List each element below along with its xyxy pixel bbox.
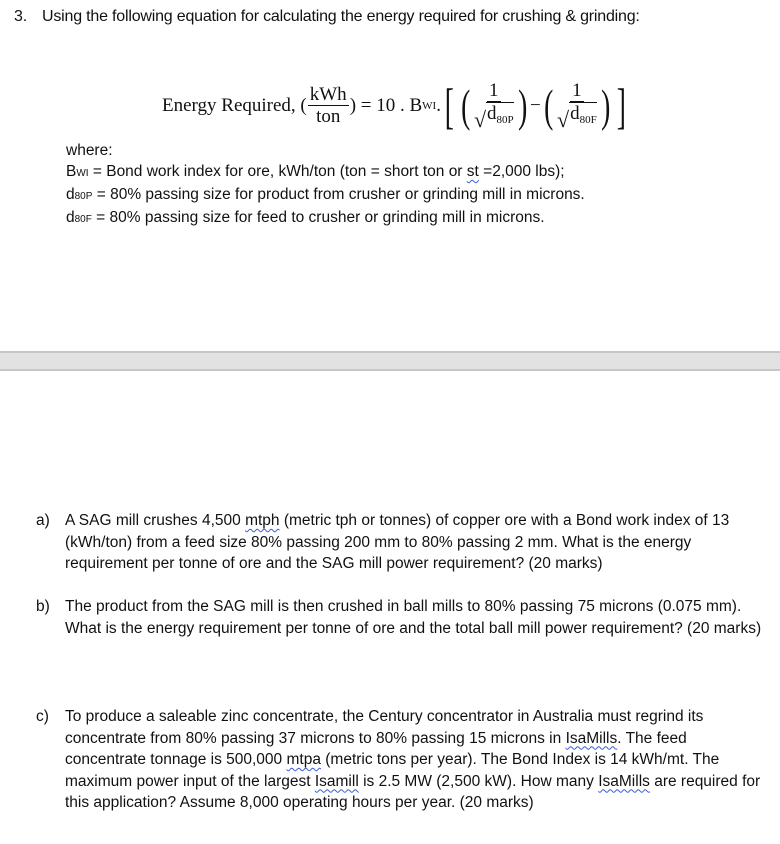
eq-d80f-sub: 80F — [579, 114, 597, 126]
part-b — [36, 596, 766, 639]
definition-d80f — [66, 207, 585, 230]
eq-term-product — [474, 81, 514, 131]
part-label: b) — [36, 598, 50, 615]
eq-lhs-label: Energy Required, ( — [162, 95, 307, 116]
part-body: The product from the SAG mill is then crushed in ball mills to 80% passing 75 microns (0.075 mm). What is the energy requirement per tonne of ore and the total ball mill power requirement? (20 marks) — [65, 598, 762, 637]
question-intro: Using the following equation for calculating the energy required for crushing & grinding: — [42, 8, 640, 25]
part-body — [65, 706, 766, 814]
eq-unit-denominator: ton — [316, 105, 341, 127]
question-heading — [14, 8, 640, 26]
def-text: = 80% passing size for product from crusher or grinding mill in microns. — [92, 186, 585, 203]
part-text: . The feed concentrate tonnage is 500,000 — [65, 729, 687, 768]
def-text: = 80% passing size for feed to crusher or grinding mill in microns. — [91, 209, 545, 226]
eq-unit-fraction — [308, 85, 349, 128]
part-a — [36, 510, 766, 575]
eq-paren-close-2: ) — [600, 80, 610, 131]
eq-minus: − — [529, 95, 541, 116]
eq-rhs-prefix: ) = 10 . B — [349, 95, 423, 116]
spellcheck-flag[interactable]: mtph — [245, 512, 280, 529]
spellcheck-flag[interactable]: mtpa — [286, 751, 321, 768]
spellcheck-flag[interactable]: Isamill — [314, 772, 359, 790]
def-text: = Bond work index for ore, kWh/ton (ton = short ton or — [88, 163, 467, 180]
def-sub: 80P — [74, 191, 93, 202]
def-sub: 80F — [74, 214, 92, 225]
eq-d80p-sub: 80P — [496, 114, 514, 126]
eq-bracket-open: [ — [444, 78, 454, 134]
eq-d-2: d — [570, 103, 580, 124]
page-divider — [0, 351, 780, 371]
eq-dot: . — [436, 95, 441, 116]
definitions — [66, 140, 585, 230]
def-sub: WI — [76, 168, 89, 179]
spellcheck-flag[interactable]: IsaMills — [565, 729, 618, 747]
eq-sqrt-d80p: √ $d_{80P}$ — [473, 103, 514, 132]
spellcheck-flag[interactable]: st — [466, 163, 479, 180]
eq-paren-open: ( — [460, 80, 470, 131]
eq-term-feed — [557, 81, 597, 131]
eq-bwi-sub: WI — [422, 100, 437, 112]
part-label: a) — [36, 512, 50, 529]
eq-unit-numerator: kWh — [309, 83, 347, 105]
part-text: is 2.5 MW (2,500 kW). How many — [358, 772, 599, 790]
part-text: A SAG mill crushes 4,500 — [65, 512, 246, 529]
where-label: where: — [66, 142, 113, 159]
eq-sqrt-d80f: √ $d_{80F}$ — [557, 103, 597, 132]
def-symbol: d — [66, 209, 75, 226]
question-number: 3. — [14, 8, 27, 25]
part-label: c) — [36, 708, 49, 725]
eq-paren-close: ) — [517, 80, 527, 131]
eq-term-product-num: 1 — [489, 80, 499, 101]
part-c — [36, 706, 766, 814]
part-text: are required for this application? Assume 8,000 operating hours per year. (20 marks) — [65, 772, 761, 811]
def-tail: =2,000 lbs); — [478, 163, 565, 180]
eq-bracket-close: ] — [616, 78, 626, 134]
definition-bwi — [66, 161, 585, 184]
part-text: (metric tph or tonnes) of copper ore with a Bond work index of 13 (kWh/ton) from a feed size 80% passing 200 mm to 80% passing 2 mm. What is the energy requirement per tonne of ore and the SAG mill power requirement? (20 marks) — [65, 512, 730, 572]
bond-equation — [162, 74, 630, 138]
part-body — [65, 510, 766, 575]
part-text: To produce a saleable zinc concentrate, the Century concentrator in Australia must regrind its concentrate from 80% passing 37 microns to 80% passing 15 microns in — [65, 708, 704, 747]
spellcheck-flag[interactable]: IsaMills — [598, 772, 650, 790]
eq-paren-open-2: ( — [543, 80, 553, 131]
def-symbol: d — [66, 186, 75, 203]
def-symbol: B — [66, 163, 77, 180]
part-text: (metric tons per year). The Bond Index is 14 kWh/mt. The maximum power input of the largest — [65, 751, 720, 790]
eq-term-feed-num: 1 — [572, 80, 582, 101]
eq-d: d — [487, 103, 497, 124]
definition-d80p — [66, 184, 585, 207]
